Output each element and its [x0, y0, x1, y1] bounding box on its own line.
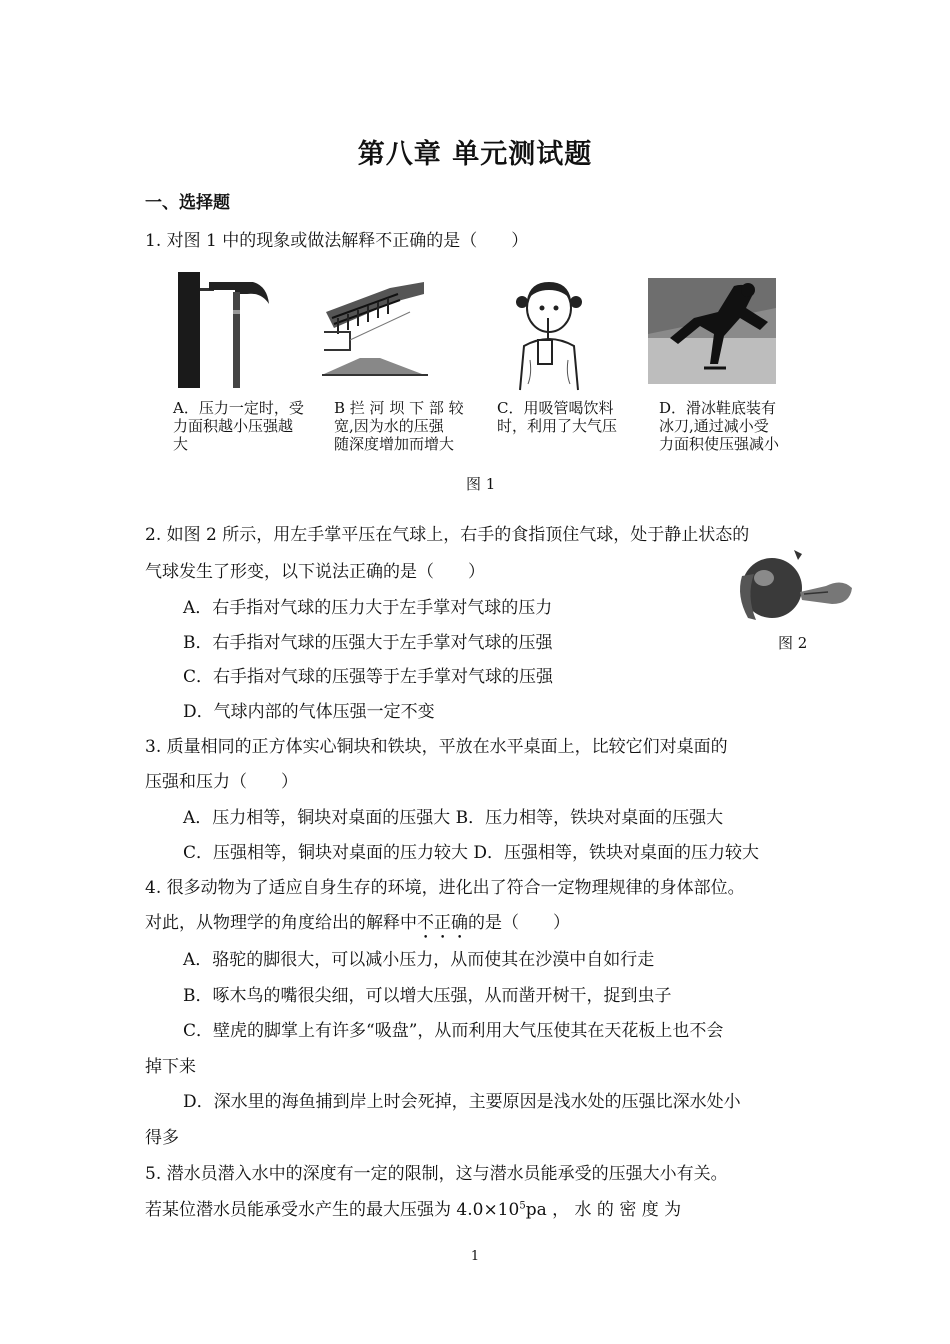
balloon-hands-image — [732, 548, 854, 624]
caption-d: D．滑冰鞋底装有 冰刀,通过减小受 力面积使压强减小 — [659, 399, 780, 453]
figure-2-label: 图 2 — [778, 634, 808, 652]
question-5-line-1: 5. 潜水员潜入水中的深度有一定的限制，这与潜水员能承受的压强大小有关。 — [145, 1164, 728, 1184]
caption-a: A．压力一定时，受 力面积越小压强越 大 — [173, 399, 304, 453]
section-heading: 一、选择题 — [145, 193, 230, 213]
emphasis-text: 不正确 — [417, 913, 468, 933]
speed-skater-image — [648, 278, 776, 384]
question-4-option-d-line-2: 得多 — [145, 1128, 179, 1148]
question-3-options-row-1: A．压力相等，铜块对桌面的压强大 B．压力相等，铁块对桌面的压强大 — [183, 808, 724, 828]
question-3-line-2: 压强和压力（ ） — [145, 772, 298, 792]
caption-b: B 拦 河 坝 下 部 较 宽,因为水的压强 随深度增加而增大 — [334, 399, 464, 453]
question-3-options-row-2: C．压强相等，铜块对桌面的压力较大 D．压强相等，铁块对桌面的压力较大 — [183, 843, 760, 863]
question-2-option-c: C．右手指对气球的压强等于左手掌对气球的压强 — [183, 667, 554, 687]
dam-image — [320, 272, 430, 388]
question-4-option-a: A．骆驼的脚很大，可以减小压力，从而使其在沙漠中自如行走 — [183, 950, 655, 970]
question-2-line-2: 气球发生了形变，以下说法正确的是（ ） — [145, 562, 485, 582]
question-4-option-d-line-1: D．深水里的海鱼捕到岸上时会死掉，主要原因是浅水处的压强比深水处小 — [183, 1092, 741, 1112]
question-4-line-1: 4. 很多动物为了适应自身生存的环境，进化出了符合一定物理规律的身体部位。 — [145, 878, 745, 898]
hammer-nail-image — [175, 270, 275, 390]
question-2-option-b: B．右手指对气球的压强大于左手掌对气球的压强 — [183, 633, 553, 653]
question-4-line-2: 对此，从物理学的角度给出的解释中不正确的是（ ） — [145, 913, 570, 933]
question-4-option-c-line-1: C．壁虎的脚掌上有许多“吸盘”，从而利用大气压使其在天花板上也不会 — [183, 1021, 724, 1041]
question-1-stem: 1. 对图 1 中的现象或做法解释不正确的是（ ） — [145, 231, 529, 251]
question-2-line-1: 2. 如图 2 所示，用左手掌平压在气球上，右手的食指顶住气球，处于静止状态的 — [145, 525, 750, 545]
page-number: 1 — [470, 1249, 480, 1264]
question-5-line-2: 若某位潜水员能承受水产生的最大压强为 $4.0\times 10^5pa$ ， 水 的 密 度 为 — [145, 1200, 682, 1220]
caption-c: C．用吸管喝饮料 时，利用了大气压 — [497, 399, 618, 435]
question-2-option-a: A．右手指对气球的压力大于左手掌对气球的压力 — [183, 598, 553, 618]
question-4-option-c-line-2: 掉下来 — [145, 1057, 196, 1077]
question-2-option-d: D．气球内部的气体压强一定不变 — [183, 702, 435, 722]
page-title: 第八章 单元测试题 — [357, 139, 593, 170]
girl-drinking-straw-image — [508, 274, 590, 392]
figure-1-label: 图 1 — [466, 475, 496, 493]
question-3-line-1: 3. 质量相同的正方体实心铜块和铁块，平放在水平桌面上，比较它们对桌面的 — [145, 737, 728, 757]
question-4-option-b: B．啄木鸟的嘴很尖细，可以增大压强，从而凿开树干，捉到虫子 — [183, 986, 672, 1006]
